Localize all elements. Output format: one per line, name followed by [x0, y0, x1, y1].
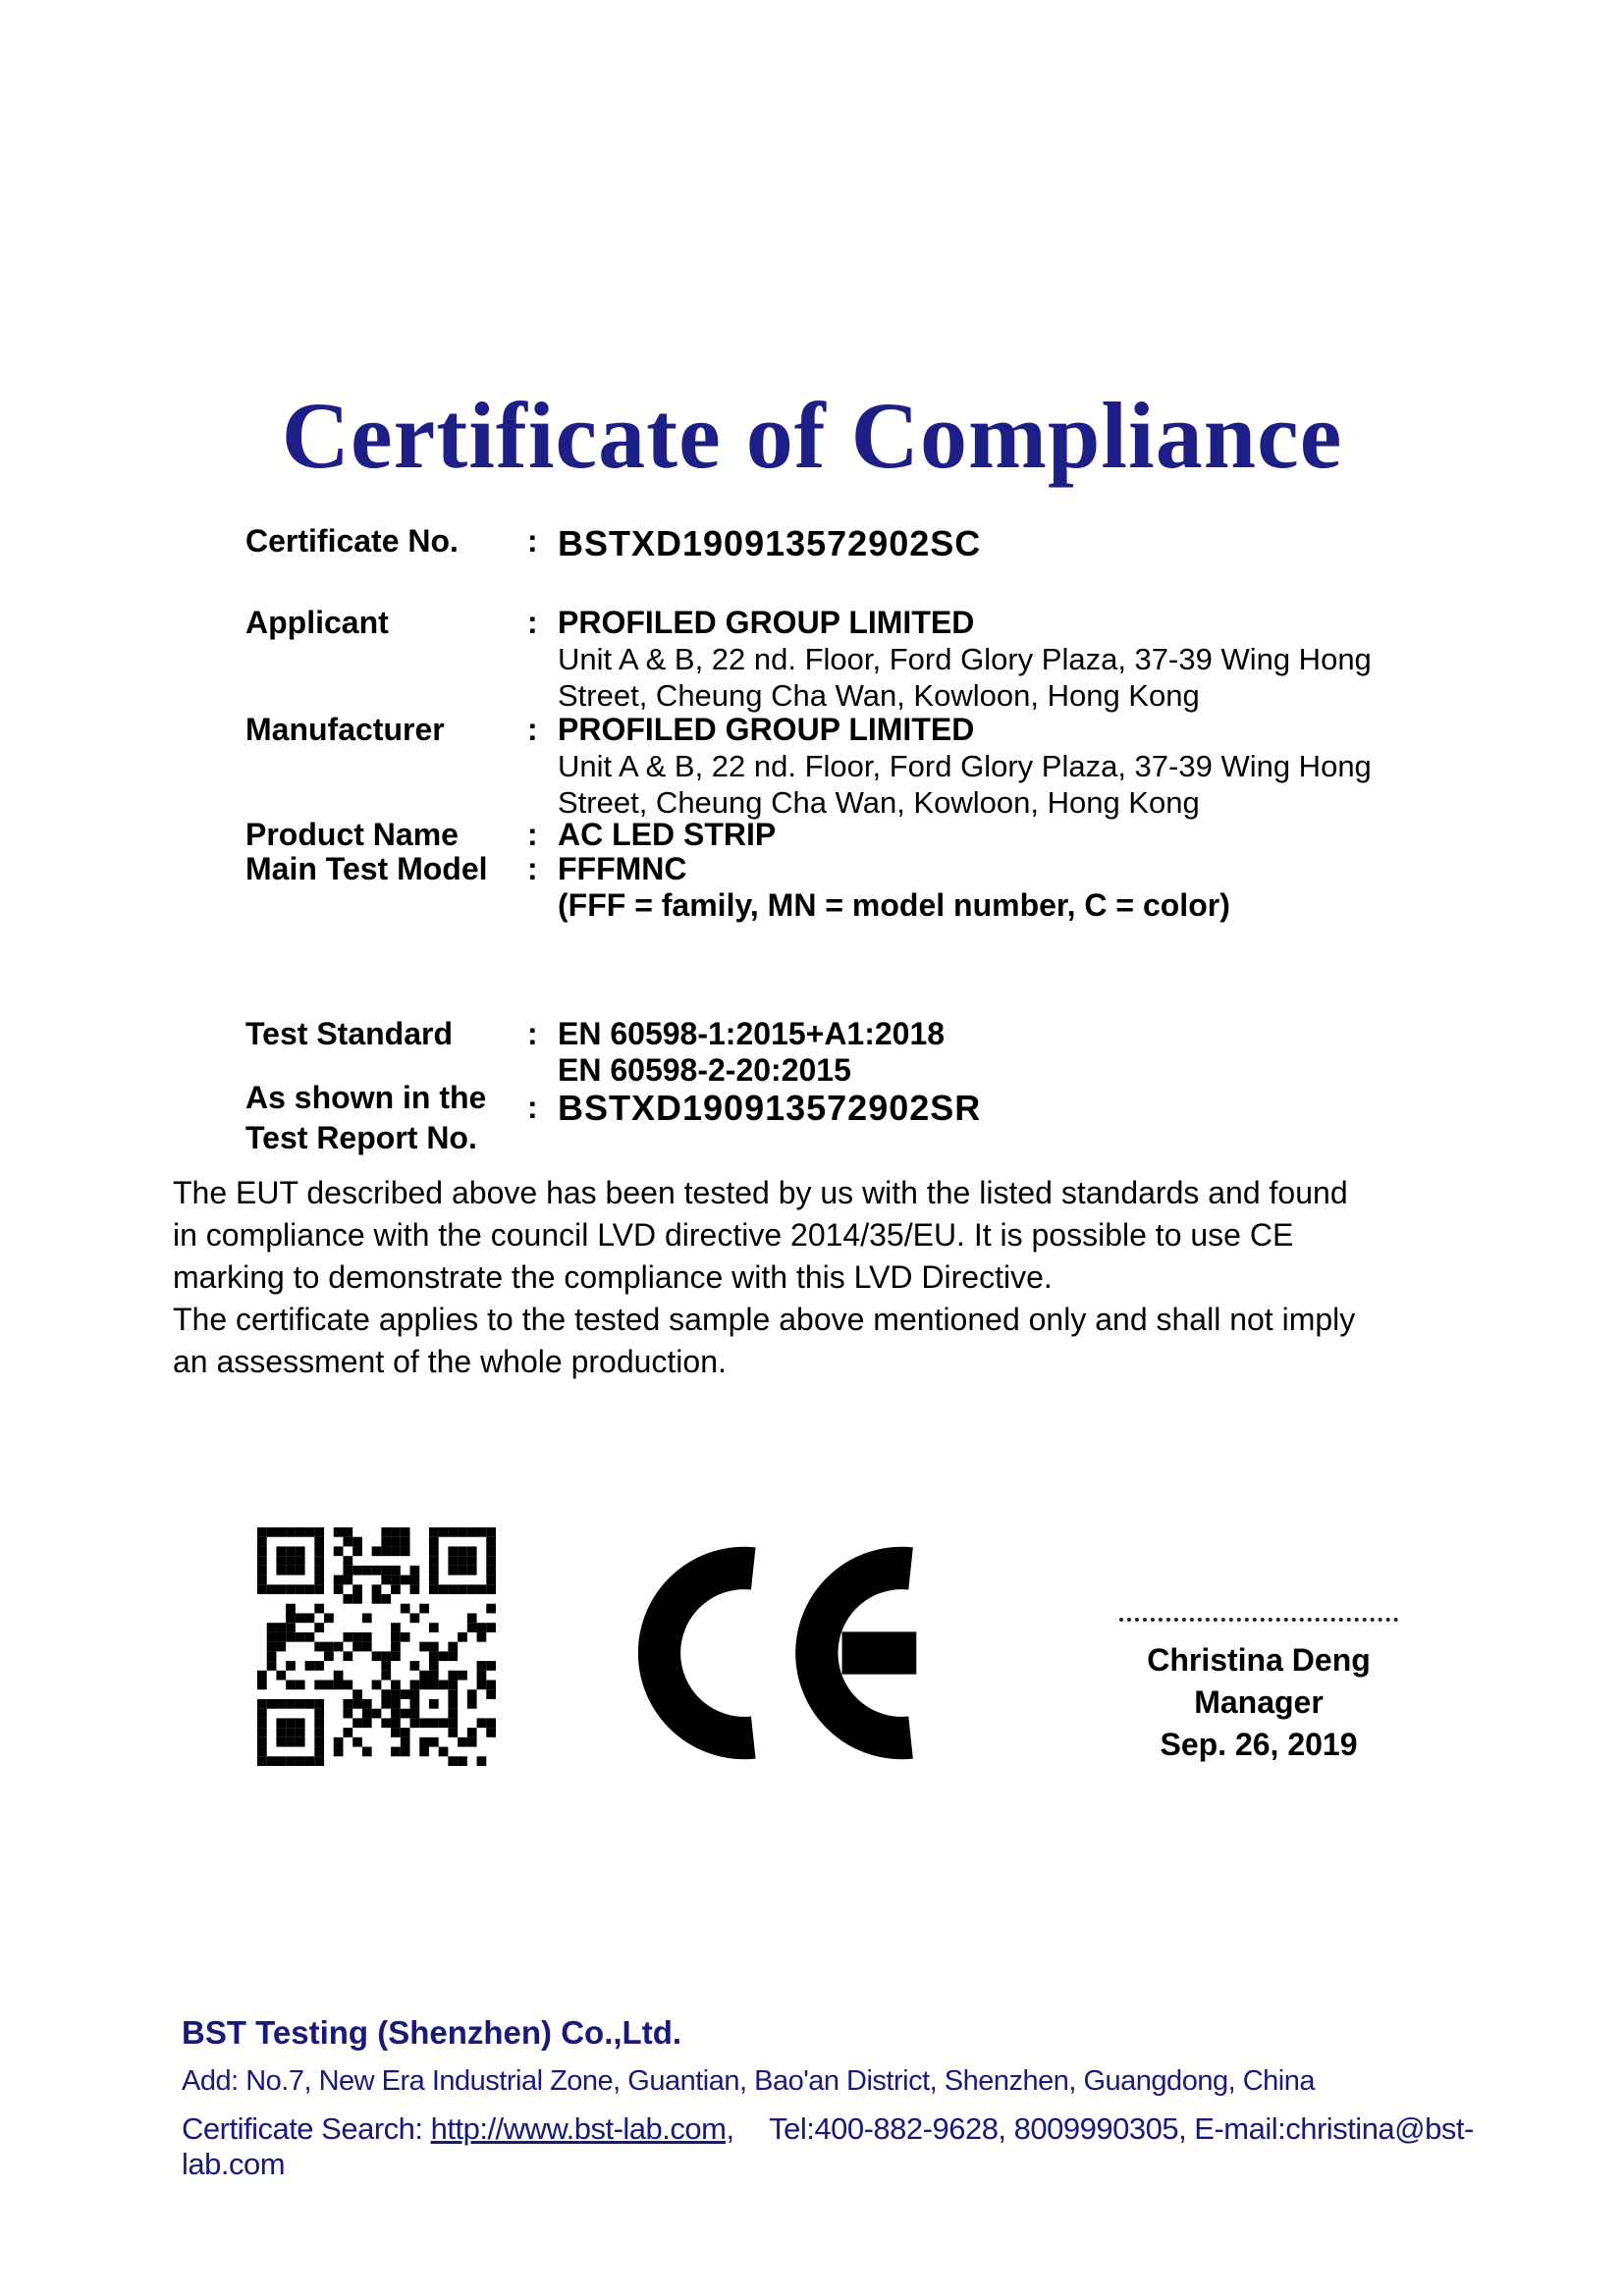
manufacturer-name: PROFILED GROUP LIMITED	[558, 712, 975, 747]
manufacturer-value	[558, 712, 1372, 821]
colon-separator: :	[527, 605, 538, 640]
paragraph-line: an assessment of the whole production.	[173, 1344, 727, 1379]
certificate-number-value: BSTXD190913572902SC	[558, 523, 982, 563]
field-label: Applicant	[245, 605, 389, 640]
field-label	[245, 1080, 486, 1156]
applicant-value	[558, 605, 1372, 714]
footer	[182, 2014, 1556, 2182]
model-note: (FFF = family, MN = model number, C = color)	[558, 887, 1230, 923]
paragraph-line: The certificate applies to the tested sample above mentioned only and shall not imply	[173, 1302, 1356, 1337]
field-label: Product Name	[245, 817, 459, 852]
lab-address: Add: No.7, New Era Industrial Zone, Guantian, Bao'an District, Shenzhen, Guangdong, China	[182, 2065, 1315, 2097]
test-standard-value	[558, 1016, 945, 1089]
test-standard-line2: EN 60598-2-20:2015	[558, 1052, 851, 1088]
manufacturer-address-line1: Unit A & B, 22 nd. Floor, Ford Glory Plaza, 37-39 Wing Hong	[558, 749, 1372, 783]
applicant-address-line1: Unit A & B, 22 nd. Floor, Ford Glory Plaza, 37-39 Wing Hong	[558, 642, 1372, 676]
declaration-paragraph	[173, 1172, 1469, 1383]
applicant-name: PROFILED GROUP LIMITED	[558, 605, 975, 640]
colon-separator: :	[527, 817, 538, 852]
manufacturer-address-line2: Street, Cheung Cha Wan, Kowloon, Hong Kong	[558, 785, 1200, 820]
signatory-role: Manager	[1194, 1684, 1324, 1720]
signature-dotted-line	[1119, 1618, 1398, 1622]
colon-separator: :	[527, 712, 538, 747]
page-title: Certificate of Compliance	[281, 383, 1343, 488]
model-code: FFFMNC	[558, 851, 687, 886]
test-report-number-value: BSTXD190913572902SR	[558, 1088, 982, 1128]
test-standard-line1: EN 60598-1:2015+A1:2018	[558, 1016, 946, 1051]
paragraph-line: in compliance with the council LVD directive 2014/35/EU. It is possible to use CE	[173, 1217, 1294, 1253]
colon-separator: :	[527, 1016, 538, 1051]
product-name-value: AC LED STRIP	[558, 817, 777, 852]
field-label: Main Test Model	[245, 851, 488, 886]
lab-contact-info: Tel:400-882-9628, 8009990305, E-mail:christina@bst-lab.com	[182, 2111, 1474, 2181]
signatory-name: Christina Deng	[1147, 1642, 1371, 1678]
colon-separator: :	[527, 523, 538, 559]
certificate-search-label: Certificate Search:	[182, 2111, 423, 2146]
colon-separator: :	[527, 851, 538, 886]
field-label: Test Standard	[245, 1016, 453, 1051]
colon-separator: :	[527, 1090, 538, 1125]
signature-block	[1115, 1618, 1402, 1766]
lab-company-name: BST Testing (Shenzhen) Co.,Ltd.	[182, 2014, 682, 2051]
certificate-search-link[interactable]: http://www.bst-lab.com,	[430, 2111, 734, 2146]
signature-date: Sep. 26, 2019	[1160, 1727, 1358, 1762]
certificate-search-line	[182, 2111, 1556, 2182]
qr-code	[257, 1527, 496, 1766]
field-label-line2: Test Report No.	[245, 1120, 477, 1155]
paragraph-line: marking to demonstrate the compliance with this LVD Directive.	[173, 1259, 1053, 1295]
field-label-line1: As shown in the	[245, 1080, 487, 1115]
field-label: Certificate No.	[245, 523, 459, 559]
applicant-address-line2: Street, Cheung Cha Wan, Kowloon, Hong Kong	[558, 678, 1200, 713]
field-label: Manufacturer	[245, 712, 445, 747]
ce-mark-icon	[638, 1545, 933, 1761]
paragraph-line: The EUT described above has been tested by us with the listed standards and found	[173, 1175, 1348, 1210]
main-test-model-value	[558, 851, 1230, 924]
